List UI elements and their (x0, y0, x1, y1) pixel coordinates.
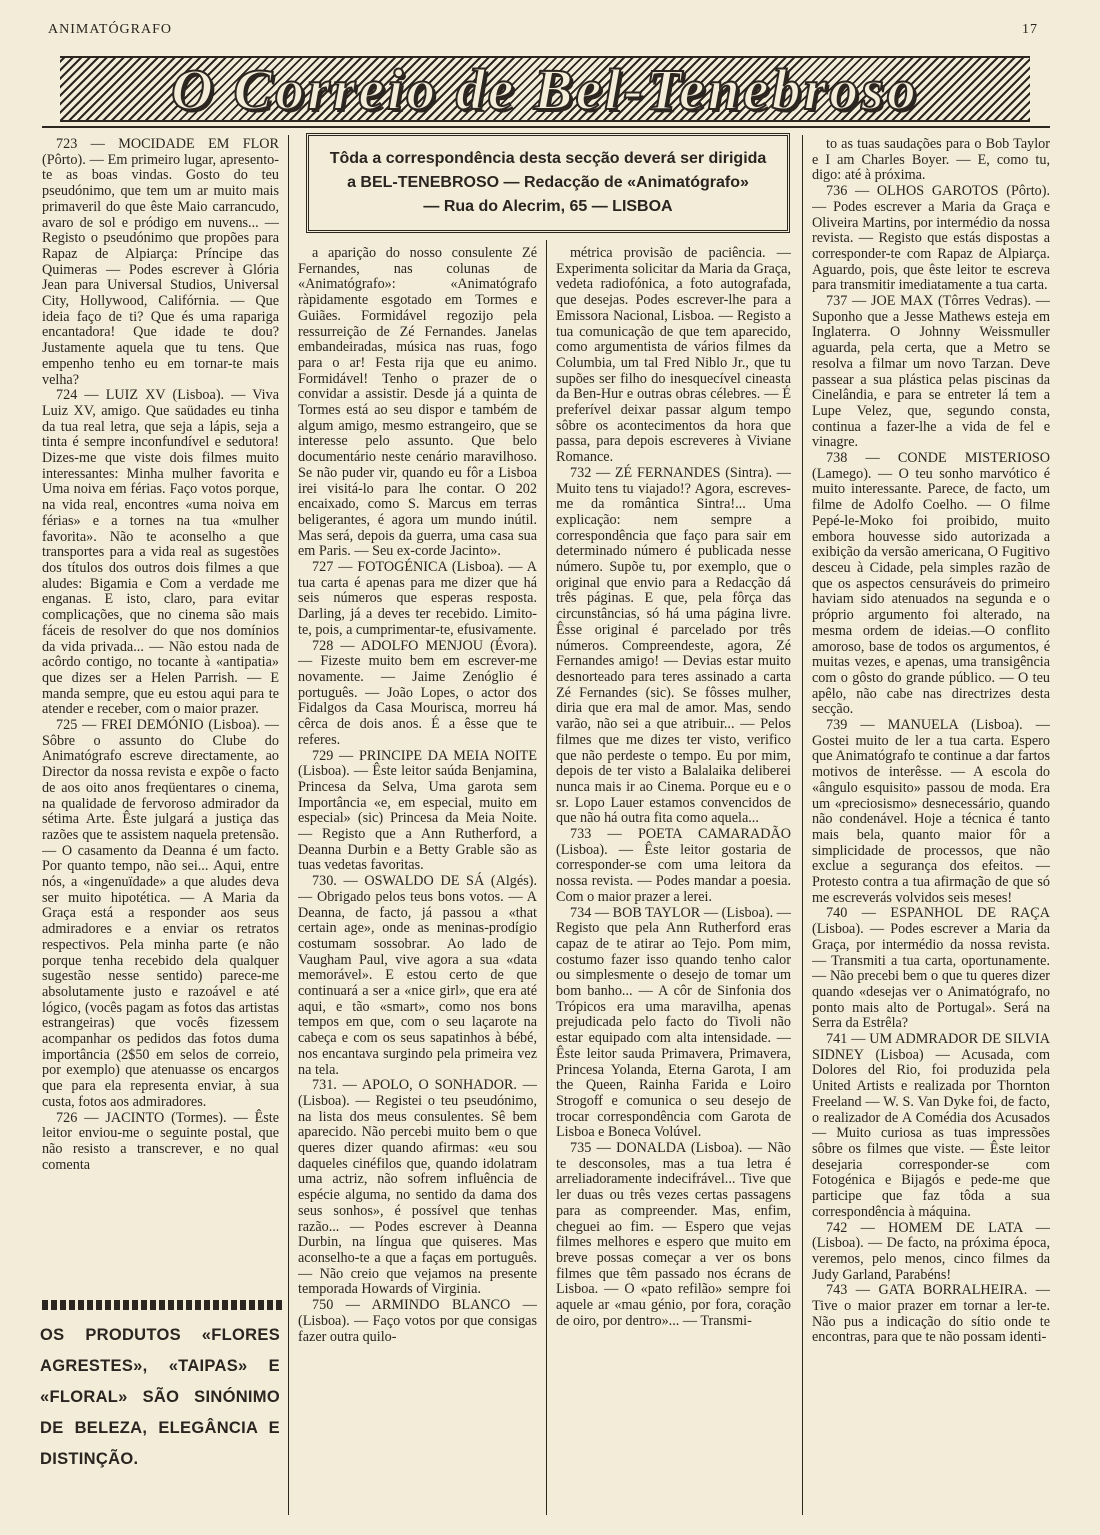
letter-paragraph: 740 — ESPANHOL DE RAÇA (Lisboa). — Podes escrever a Maria da Graça, por intermédio da nossa revista. — Transmiti a tua carta, oportunamente. — Não precebi bem o que tu queres dizer quando «desejas ver o Animatógrafo, no ponto mais alto de Portugal». Será na Serra da Estrêla? (812, 905, 1050, 1032)
page-number: 17 (1022, 22, 1038, 37)
letter-paragraph: 728 — ADOLFO MENJOU (Évora). — Fizeste muito bem em escrever-me novamente. — Jaime Zenóglio é português. — João Lopes, o actor dos Fidalgos da Casa Mourisca, morreu há cêrca de dois anos. É a êsse que te referes. (298, 637, 537, 748)
magazine-name: ANIMATÓGRAFO (48, 22, 173, 37)
notice-line-2: a BEL-TENEBROSO — Redacção de «Animatógrafo» (347, 174, 749, 191)
letter-paragraph: a aparição do nosso consulente Zé Fernandes, nas colunas de «Animatógrafo»: «Animatógrafo ràpidamente esgotado em Tormes e Guiães. Formidável regozijo pela ressurreição de Zé Fernandes. Janelas embandeiradas, música nas ruas, fogo para o ar! Festa rija que eu animo. Formidável! Tenho o prazer de o convidar a assistir. Desde já a quinta de Tormes está ao seu dispor e também de algum amigo, mesmo estrangeiro, que se interesse pelo assunto. Que belo documentário neste cenário maravilhoso. Se não puder vir, quando eu fôr a Lisboa irei visitá-lo para lhe contar. O 202 encaixado, como S. Marcus em terras beligerantes, é agora um mundo inútil. Mas será, depois da guerra, uma casa sua em Paris. — Seu ex-corde Jacinto». (298, 246, 537, 560)
section-banner (60, 56, 1030, 122)
letter-paragraph: 742 — HOMEM DE LATA — (Lisboa). — De facto, na próxima época, veremos, pelo menos, cinco filmes da Judy Garland, Parabéns! (812, 1219, 1050, 1283)
letter-paragraph: 741 — UM ADMRADOR DE SILVIA SIDNEY (Lisboa) — Acusada, com Dolores del Rio, foi produzida pela United Artists e realizada por Thornton Freeland — W. S. Van Dyke foi, de facto, o realizador de A Comédia dos Acusados — Muito curiosa as tuas impressões sôbre os filmes que viste. — Êste leitor desejaria corresponder-se com Fotogénica e Bijagós e pede-me que participe que faz tôda a sua correspondência à máquina. (812, 1031, 1050, 1220)
letter-paragraph: 736 — OLHOS GAROTOS (Pôrto). — Podes escrever a Maria da Graça e Oliveira Martins, por intermédio da nossa revista. — Registo que estás dispostas a corresponder-te com Rapaz de Alpiarça. Aguardo, pois, que êste leitor te escreva para transmitir imediatamente a tua carta. (812, 183, 1050, 294)
letter-paragraph: 743 — GATA BORRALHEIRA. — Tive o maior prazer em tornar a ler-te. Não pus a indicação do sítio onde te encontras, para que te não possam identi- (812, 1282, 1050, 1346)
letter-paragraph: to as tuas saudações para o Bob Taylor e I am Charles Boyer. — E, como tu, digo: até à próxima. (812, 137, 1050, 184)
notice-line-3: — Rua do Alecrim, 65 — LISBOA (423, 198, 673, 215)
letter-paragraph: 731. — APOLO, O SONHADOR. — (Lisboa). — Registei o teu pseudónimo, na lista dos meus consulentes. Sê bem aparecido. Não percebi muito bem o que queres dizer quando afirmas: «eu sou daqueles cinéfilos que, quando idolatram uma actriz, não sofrem influência de espécie alguma, no sentido da dama dos seus sonhos», é possível que tenhas razão... — Podes escrever à Deanna Durbin, na língua que quiseres. Mas aconselho-te a que a faças em português. — Não creio que vejamos na presente temporada Howards of Virginia. (298, 1077, 537, 1298)
letter-paragraph: 732 — ZÉ FERNANDES (Sintra). — Muito tens tu viajado!? Agora, escreves-me da romântica Sintra!... Uma explicação: nem sempre a correspondência que faço para sair em determinado número é publicada nesse número. Supõe tu, por exemplo, que o original que envio para a Redacção dá três páginas. E que, pela fôrça das circunstâncias, só há uma página livre. Êsse original é parcelado por três números. Compreendeste, agora, Zé Fernandes amigo! — Devias estar muito desnorteado para teres assinado a carta Zé Fernandes (sic). Se fôsses mulher, diria que era mal de amor. Mas, sendo varão, não sei a que atribuir... — Pelos filmes que me dizes ter visto, verifico que não perdeste o tempo. Eu por mim, depois de ter visto a Balalaika deliberei nunca mais ir ao Cinema. Porque eu e o sr. Lopo Lauer estamos convencidos de que não há outra fita como aquela... (556, 464, 791, 827)
letter-paragraph: métrica provisão de paciência. — Experimenta solicitar da Maria da Graça, vedeta radiofónica, a foto autografada, que desejas. Podes escrever-lhe para a Emissora Nacional, Lisboa. — Registo a tua comunicação de que tem aparecido, como argumentista de vários filmes da Columbia, um tal Fred Niblo Jr., que tu supões ser filho do inesquecível cineasta da Ben-Hur e outras obras célebres. — É preferível deixar passar algum tempo sôbre os acontecimentos da hora que passa, para depois escreveres à Viviane Romance. (556, 246, 791, 466)
letter-paragraph: 725 — FREI DEMÓNIO (Lisboa). — Sôbre o assunto do Clube do Animatógrafo escreve directamente, ao Director da nossa revista e expõe o facto de aos oito anos freqüentares o cinema, na qualidade de fervoroso admirador da sétima Arte. Êste julgará a justiça das razões que te assistem naquela pretensão. — O casamento da Deanna é um facto. Por quanto tempo, não sei... Aqui, entre nós, a «ingenuïdade» a que aludes deva ser muito hipotética. — A Maria da Graça está a responder aos seus admiradores e a enviar os retratos respectivos. Pela minha parte (e não porque tenha recebido dela qualquer sugestão nesse sentido) parece-me absolutamente justo e razoável e até lógico, (vocês pagam as fotos das artistas estrangeiras) que vocês fizessem acompanhar os pedidos das fotos duma importância (2$50 em selos de correio, por exemplo) que atenuasse os encargos que para ela representa enviar, à sua custa, fotos aos admiradores. (42, 717, 279, 1110)
banner-title: O Correio de Bel-Tenebroso (171, 56, 919, 122)
column-rule (802, 135, 803, 1515)
letter-paragraph: 730. — OSWALDO DE SÁ (Algés). — Obrigado pelos teus bons votos. — A Deanna, de facto, já passou a «that certain age», onde as meninas-prodígio costumam sossobrar. Ao lado de Vaugham Paul, vive agora a sua «data memorável». E estou certo de que continuará a ser a «nice girl», que era até aqui, e tão «smart», como nos bons tempos em que, com o seu laçarote na cabeça e com os seus sapatinhos à bébé, nos encantava surgindo pela primeira vez na tela. (298, 873, 537, 1078)
letter-paragraph: 750 — ARMINDO BLANCO — (Lisboa). — Faço votos por que consigas fazer outra quilo- (298, 1297, 537, 1345)
letter-paragraph: 724 — LUIZ XV (Lisboa). — Viva Luiz XV, amigo. Que saüdades eu tinha da tua real letra, que seja a lápis, seja a tinta é sempre inconfundível e sedutora! Dizes-me que viste dois filmes muito interessantes: Minha mulher favorita e Uma noiva em férias. Faço votos porque, na vida real, encontres «uma noiva em férias» e a tornes na tua «mulher favorita». Não te aconselho a que transportes para a vida real as sugestões dos títulos dos outros dois filmes a que aludes: Bigamia e Com a verdade me enganas. E isto, claro, para evitar complicações, que no cinema são mais fáceis de resolver do que nos domínios da vida privada... — Não estou nada de acôrdo contigo, no tocante à «antipatia» que dizes ser a Helen Parrish. — E manda sempre, que eu estou aqui para te atender e receber, com o maior prazer. (42, 387, 279, 718)
notice-box (306, 133, 790, 233)
letter-paragraph: 738 — CONDE MISTERIOSO (Lamego). — O teu sonho marvótico é muito interessante. Parece, de facto, um filme de Adolfo Coelho. — O filme Pepé-le-Moko foi proibido, muito embora houvesse sido autorizada a exibição da versão americana, O Fugitivo desceu à Cidade, pela simples razão de que os aspectos censuráveis do primeiro haviam sido atenuados na segunda e o próprio argumento foi alterado, na mesma ordem de ideias.—O conflito amoroso, base de todos os argumentos, é muitas vezes, e apenas, uma transigência com o gôsto do grande público. — O teu apêlo, não cabe nas directrizes desta secção. (812, 450, 1050, 718)
letter-paragraph: 726 — JACINTO (Tormes). — Êste leitor enviou-me o seguinte postal, que não resisto a transcrever, e no qual comenta (42, 1109, 279, 1173)
letter-paragraph: 729 — PRINCIPE DA MEIA NOITE (Lisboa). — Êste leitor saúda Benjamina, Princesa da Selva, Uma garota sem Importância «e, em especial, muito em especial» (sic) Princesa da Meia Noite. — Registo que a Ann Rutherford, a Deanna Durbin e a Betty Grable são as tuas vedetas favoritas. (298, 747, 537, 874)
letter-paragraph: 727 — FOTOGÉNICA (Lisboa). — A tua carta é apenas para me dizer que há seis números que esperas resposta. Darling, já a deves ter recebido. Limito-te, pois, a cumprimentar-te, efusivamente. (298, 559, 537, 638)
column-2 (298, 246, 537, 1511)
header-rule (42, 126, 1050, 128)
letter-paragraph: 739 — MANUELA (Lisboa). — Gostei muito de ler a tua carta. Espero que Animatógrafo te continue a dar fartos motivos de interêsse. — A escola do «ângulo esquisito» passou de moda. Era um «preciosismo» desnecessário, quando não condenável. Hoje a técnica é tanto mais bela, quanto maior fôr a simplicidade de processos, que não exclue a segurança dos efeitos. — Protesto contra a tua afirmação de que só me escreverás volvidos seis meses! (812, 717, 1050, 906)
advertisement: OS PRODUTOS «FLORES AGRESTES», «TAIPAS» E «FLORAL» SÃO SINÓNIMO DE BELEZA, ELEGÂNCIA E DISTINÇÃO. (40, 1326, 280, 1468)
letter-paragraph: 734 — BOB TAYLOR — (Lisboa). — Registo que pela Ann Rutherford eras capaz de te atirar ao Tejo. Pom mim, costumo fazer isso quando tenho calor ou simplesmente o desejo de tomar um bom banho... — A côr de Sinfonia dos Trópicos era uma maravilha, apenas prejudicada pelo facto do Tivoli não estar equipado com alta intensidade. — Êste leitor sauda Primavera, Primavera, Princesa Yolanda, Eterna Garota, I am the Queen, Rainha Farida e Loiro Strogoff e comunica o seu desejo de trocar correspondência com Garota de Lisboa e Boneca Volúvel. (556, 904, 791, 1141)
letter-paragraph: 735 — DONALDA (Lisboa). — Não te desconsoles, mas a tua letra é arreliadoramente indecifrável... Tive que ler duas ou três vezes certas passagens para as compreender. Mas, enfim, cheguei ao fim. — Espero que vejas filmes melhores e espero que muito em breve possas começar a ver os bons filmes que têm passado nos écrans de Lisboa. — O «pato refilão» sempre foi aquele ar «mau génio, por fora, coração de oiro, por dentro»... — Transmi- (556, 1140, 791, 1329)
column-rule (288, 135, 289, 1515)
column-4 (812, 137, 1050, 1511)
ornamental-divider (42, 1300, 282, 1310)
notice-line-1: Tôda a correspondência desta secção deverá ser dirigida (329, 150, 767, 167)
column-3 (556, 246, 791, 1511)
column-1 (42, 137, 279, 1315)
letter-paragraph: 733 — POETA CAMARADÃO (Lisboa). — Êste leitor gostaria de corresponder-se com uma leitora da nossa revista. — Podes mandar a poesia. Com o maior prazer a lerei. (556, 826, 791, 905)
letter-paragraph: 737 — JOE MAX (Tôrres Vedras). — Suponho que a Jesse Mathews esteja em Inglaterra. O Johnny Weissmuller aguarda, pela certa, que a Metro se resolva a filmar um novo Tarzan. Deve passear a sua plástica pelas piscinas da Cinelândia, e para se entreter lá tem a Lupe Velez, que, segundo consta, continua a fazer-lhe a vida de fel e vinagre. (812, 293, 1050, 451)
letter-paragraph: 723 — MOCIDADE EM FLOR (Pôrto). — Em primeiro lugar, apresento-te as boas vindas. Gosto do teu pseudónimo, que tem um ar muito mais primaveril do que êste Maio carrancudo, avaro de sol e pródigo em nuvens... — Registo o pseudónimo que propões para Rapaz de Alpiarça: Príncipe das Quimeras — Podes escrever à Glória Jean para Universal Studios, Universal City, Hollywood, Califórnia. — Que ideia faço de ti? Que és uma rapariga encantadora! Que idade te dou? Justamente aquela que tu tens. Que empenho tenho eu em tornar-te mais velha? (42, 137, 279, 388)
column-rule (546, 240, 547, 1515)
